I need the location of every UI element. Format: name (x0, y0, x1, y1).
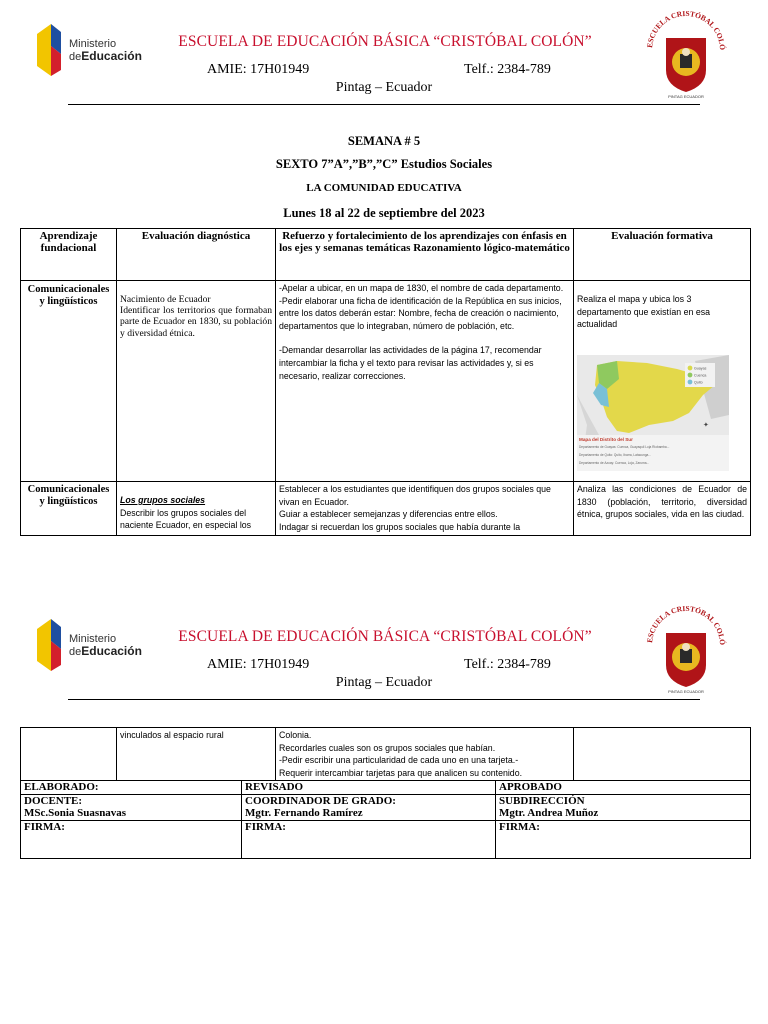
row2-aprendizaje: Comunicacionales y lingüísticos (21, 482, 117, 536)
row3-ref-l2: Recordarles cuales son os grupos sociales que habían. (279, 742, 496, 753)
docente-label: DOCENTE: (24, 794, 83, 807)
signature-role-row (21, 794, 751, 820)
planning-table-continued (20, 727, 751, 781)
table-row (21, 482, 751, 536)
docente-name: MSc.Sonia Suasnavas (24, 807, 127, 819)
grade-title: SEXTO 7”A”,”B”,”C” Estudios Sociales (275, 157, 493, 171)
row3-formativa (574, 728, 751, 781)
signature-firma-row (21, 820, 751, 858)
row1-aprendizaje: Comunicacionales y lingüísticos (21, 281, 117, 482)
signature-head-row (21, 781, 751, 795)
row3-ref-l3: -Pedir escribir una particularidad de cada uno en una tarjeta.- (279, 755, 519, 766)
table-row (21, 728, 751, 781)
seal-bottom-text: PINTAG ECUADOR (668, 94, 704, 99)
location-page2: Pintag – Ecuador (335, 675, 433, 690)
seal-text: ESCUELA CRISTÓBAL COLÓ (645, 603, 728, 646)
row2-diag-title: Los grupos sociales (120, 495, 206, 505)
ministry-line2: Educación (81, 644, 142, 658)
row2-form-text: Analiza las condiciones de Ecuador de 1830 (población, territorio, diversidad étnica, grupos sociales, vida en las ciudad. (577, 484, 747, 520)
firma-coordinador: FIRMA: (242, 820, 496, 858)
row2-diag-body: Describir los grupos sociales del naciente Ecuador, en especial los (120, 507, 252, 531)
table-header-row (21, 229, 751, 281)
signature-table (20, 780, 751, 859)
header-refuerzo: Refuerzo y fortalecimiento de los aprendizajes con énfasis en los ejes y semanas temáticas Razonamiento lógico-matemático (276, 229, 574, 281)
row3-ref-l1: Colonia. (279, 730, 312, 740)
legend-swatch-cuenca (688, 372, 693, 377)
header-aprendizaje: Aprendizaje fundacional (21, 229, 117, 281)
row3-refuerzo (276, 728, 574, 781)
telephone-page2: Telf.: 2384-789 (464, 657, 551, 672)
coordinador-label: COORDINADOR DE GRADO: (245, 794, 396, 807)
revisado-label: REVISADO (242, 781, 496, 795)
legend-swatch-guayas (688, 365, 693, 370)
row1-form-text: Realiza el mapa y ubica los 3 departamento que existían en esa actualidad (577, 294, 711, 330)
map-caption-2: Departamento de Quito: Quito, Ibarra, Latacunga... (579, 452, 651, 457)
row3-diag-text: vinculados al espacio rural (120, 730, 224, 740)
map-caption-3: Departamento de Azuay: Cuenca, Loja, Zaruma... (579, 460, 650, 465)
planning-table (20, 228, 751, 536)
header-rule (68, 104, 700, 105)
school-name-page2: ESCUELA DE EDUCACIÓN BÁSICA “CRISTÓBAL COLÓN” (178, 628, 592, 645)
row3-diagnostica (117, 728, 276, 781)
header-rule-page2 (68, 699, 700, 700)
compass-icon: ✦ (703, 420, 709, 429)
row1-refuerzo (276, 281, 574, 482)
row2-ref-text: Establecer a los estudiantes que identifiquen dos grupos sociales que vivan en Ecuador. Guiar a establecer semejanzas y diferencias entre ellos. Indagar si recuerdan los grupos sociales que había durante la (279, 484, 551, 532)
row1-diag-title: Nacimiento de Ecuador (120, 294, 211, 305)
header-diagnostica: Evaluación diagnóstica (117, 229, 276, 281)
week-title: SEMANA # 5 (347, 134, 421, 148)
row2-refuerzo (276, 482, 574, 536)
ministry-line1: Ministerio (69, 633, 117, 645)
row1-formativa (574, 281, 751, 482)
legend-guayas: Guayas (694, 366, 707, 371)
firma-subdireccion: FIRMA: (496, 820, 751, 858)
amie-code-page2: AMIE: 17H01949 (207, 657, 310, 672)
school-seal (640, 8, 732, 100)
ministry-line1: Ministerio (69, 38, 117, 50)
school-name: ESCUELA DE EDUCACIÓN BÁSICA “CRISTÓBAL COLÓN” (178, 33, 592, 50)
legend-swatch-quito (688, 379, 693, 384)
row2-diagnostica (117, 482, 276, 536)
legend-quito: Quito (694, 380, 703, 385)
amie-code: AMIE: 17H01949 (207, 62, 310, 77)
table-row (21, 281, 751, 482)
school-seal-page2 (640, 603, 732, 695)
subdireccion-name: Mgtr. Andrea Muñoz (499, 807, 599, 819)
ministry-line2: Educación (81, 49, 142, 63)
dates-title: Lunes 18 al 22 de septiembre del 2023 (283, 206, 485, 220)
ministry-logo (37, 22, 142, 78)
row1-ref-p3: -Demandar desarrollar las actividades de la página 17, recomendar intercambiar la ficha y el texto para revisar las actividades y, si es necesario, realizar correcciones. (279, 345, 542, 381)
ministry-flag-icon (37, 619, 67, 671)
row1-diag-body: Identificar los territorios que formaban parte de Ecuador en 1830, su población y diversidad étnica. (120, 305, 272, 339)
elaborado-label: ELABORADO: (21, 781, 242, 795)
aprobado-label: APROBADO (496, 781, 751, 795)
row2-formativa (574, 482, 751, 536)
seal-text: ESCUELA CRISTÓBAL COLÓ (645, 8, 728, 51)
header-formativa: Evaluación formativa (574, 229, 751, 281)
coordinador-name: Mgtr. Fernando Ramírez (245, 807, 363, 819)
map-title: Mapa del Distrito del Sur (579, 436, 633, 442)
location: Pintag – Ecuador (335, 80, 433, 95)
ecuador-1830-map (577, 355, 729, 471)
row1-diagnostica (117, 281, 276, 482)
row1-ref-p2: -Pedir elaborar una ficha de identificación de la República en sus inicios, entre los datos deberán estar: Nombre, fecha de creación o nacimiento, departamentos que lo integraban, número de población, etc. (279, 295, 562, 331)
row1-ref-p1: -Apelar a ubicar, en un mapa de 1830, el nombre de cada departamento. (279, 283, 564, 293)
row3-aprendizaje (21, 728, 117, 781)
map-caption-1: Departamento de Guayas: Cuenca, Guayaquil Loja Riobamba... (579, 444, 670, 449)
telephone: Telf.: 2384-789 (464, 62, 551, 77)
firma-docente: FIRMA: (21, 820, 242, 858)
legend-cuenca: Cuenca (694, 373, 707, 378)
ministry-logo-page2 (37, 617, 142, 673)
topic-title: LA COMUNIDAD EDUCATIVA (306, 182, 462, 194)
ministry-prefix: de (69, 51, 82, 63)
seal-bottom-text: PINTAG ECUADOR (668, 689, 704, 694)
ministry-prefix: de (69, 646, 82, 658)
row3-ref-l4: Requerir intercambiar tarjetas para que analicen su contenido. (279, 767, 523, 778)
ministry-flag-icon (37, 24, 67, 76)
subdireccion-label: SUBDIRECCIÓN (499, 794, 585, 807)
